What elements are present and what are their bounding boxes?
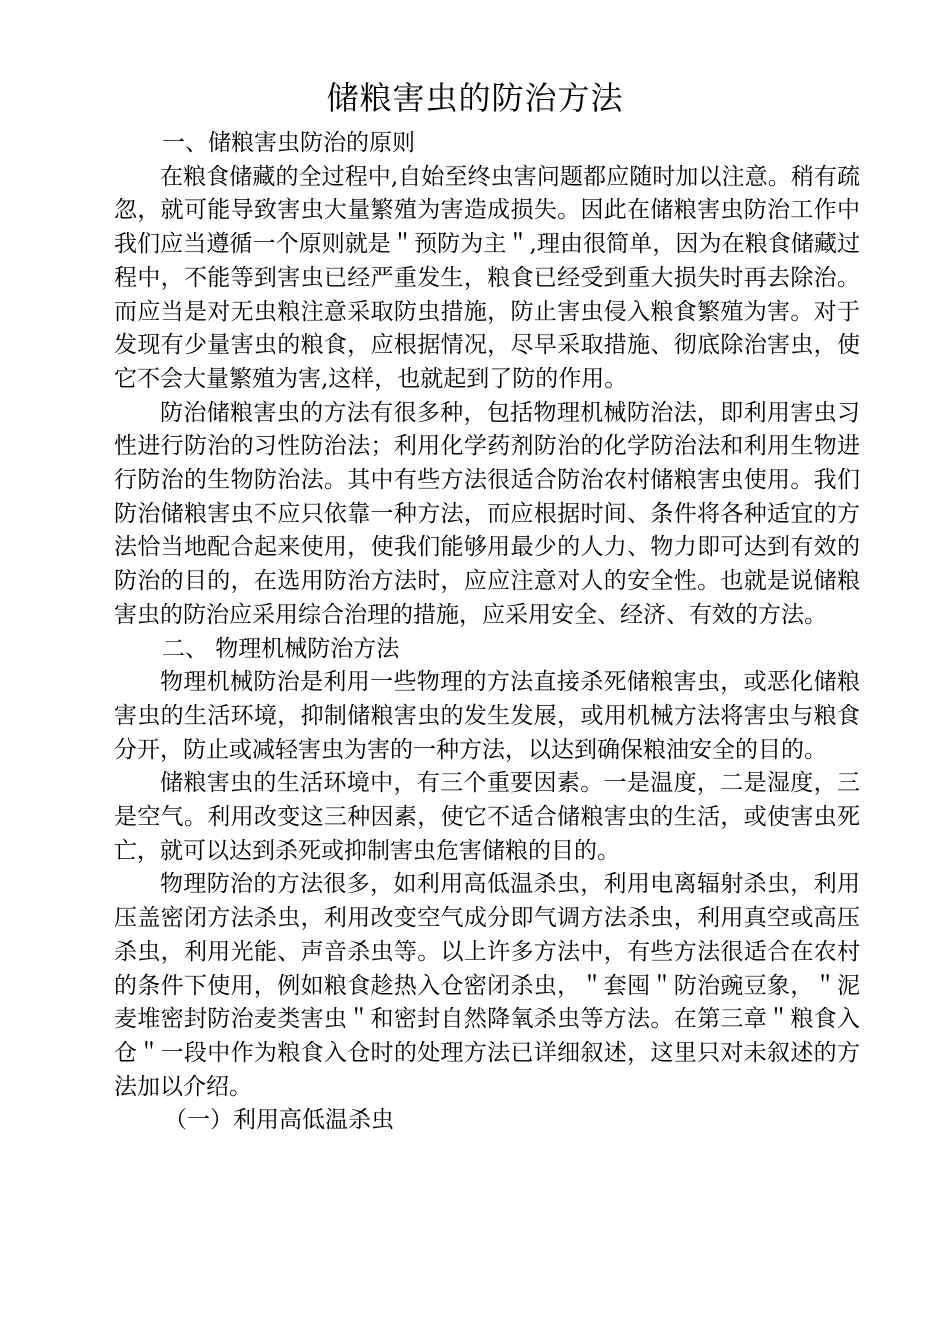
document-title: 储粮害虫的防治方法 — [326, 79, 624, 117]
paragraph-environment-factors: 储粮害虫的生活环境中，有三个重要因素。一是温度，二是湿度，三是空气。利用改变这三种因素，使它不适合储粮害虫的生活，或使害虫死亡，就可以达到杀死或抑制害虫危害储粮的目的。 — [114, 770, 860, 864]
paragraph-control-methods: 防治储粮害虫的方法有很多种，包括物理机械防治法，即利用害虫习性进行防治的习性防治法；利用化学药剂防治的化学防治法和利用生物进行防治的生物防治法。其中有些方法很适合防治农村储粮害虫使用。我们防治储粮害虫不应只依靠一种方法，而应根据时间、条件将各种适宜的方法恰当地配合起来使用，使我们能够用最少的人力、物力即可达到有效的防治的目的，在选用防治方法时，应应注意对人的安全性。也就是说储粮害虫的防治应采用综合治理的措施，应采用安全、经济、有效的方法。 — [114, 399, 860, 628]
section-heading-principles: 一、储粮害虫防治的原则 — [162, 130, 415, 156]
paragraph-physical-definition: 物理机械防治是利用一些物理的方法直接杀死储粮害虫，或恶化储粮害虫的生活环境，抑制储粮害虫的发生发展，或用机械方法将害虫与粮食分开，防止或减轻害虫为害的一种方法，以达到确保粮油安全的目的。 — [114, 669, 860, 763]
paragraph-physical-examples: 物理防治的方法很多，如利用高低温杀虫，利用电离辐射杀虫，利用压盖密闭方法杀虫，利用改变空气成分即气调方法杀虫，利用真空或高压杀虫，利用光能、声音杀虫等。以上许多方法中，有些方法很适合在农村的条件下使用，例如粮食趁热入仓密闭杀虫，＂套囤＂防治豌豆象，＂泥麦堆密封防治麦类害虫＂和密封自然降氧杀虫等方法。在第三章＂粮食入仓＂一段中作为粮食入仓时的处理方法已详细叙述，这里只对未叙述的方法加以介绍。 — [114, 871, 860, 1100]
document-body — [114, 127, 860, 1138]
section-heading-physical-methods: 二、 物理机械防治方法 — [162, 635, 400, 662]
subsection-heading-temperature: （一）利用高低温杀虫 — [164, 1107, 394, 1134]
paragraph-prevention-principle: 在粮食储藏的全过程中,自始至终虫害问题都应随时加以注意。稍有疏忽，就可能导致害虫大量繁殖为害造成损失。因此在储粮害虫防治工作中我们应当遵循一个原则就是＂预防为主＂,理由很简单，因为在粮食储藏过程中，不能等到害虫已经严重发生，粮食已经受到重大损失时再去除治。而应当是对无虫粮注意采取防虫措施，防止害虫侵入粮食繁殖为害。对于发现有少量害虫的粮食，应根据情况，尽早采取措施、彻底除治害虫，使它不会大量繁殖为害,这样，也就起到了防的作用。 — [114, 163, 860, 392]
